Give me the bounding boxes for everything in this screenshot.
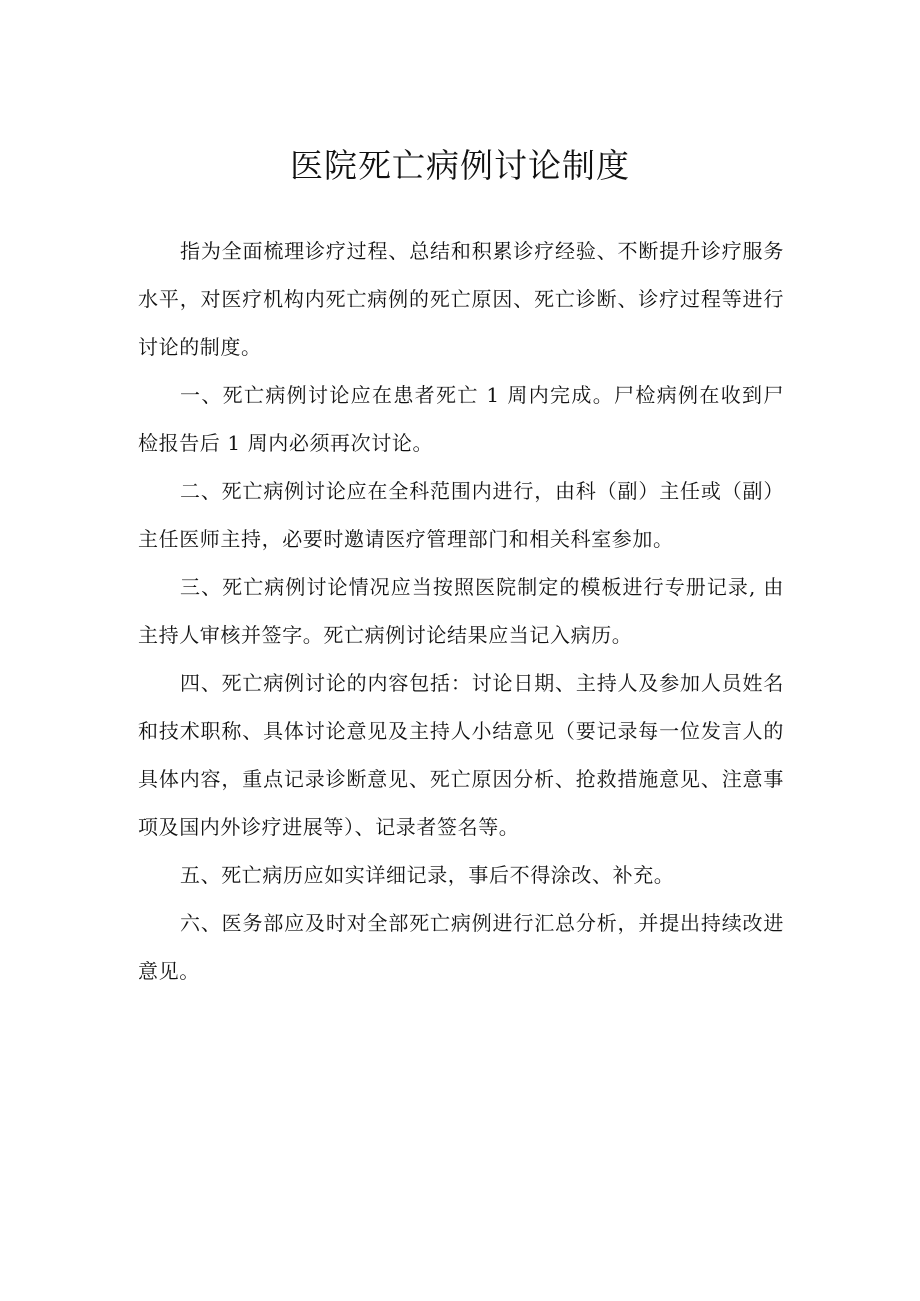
clause-6-paragraph: 六、医务部应及时对全部死亡病例进行汇总分析，并提出持续改进意见。 — [138, 911, 784, 983]
clause-5-paragraph: 五、死亡病历应如实详细记录，事后不得涂改、补充。 — [180, 863, 675, 887]
clause-4-paragraph: 四、死亡病例讨论的内容包括：讨论日期、主持人及参加人员姓名和技术职称、具体讨论意见及主持人小结意见（要记录每一位发言人的具体内容，重点记录诊断意见、死亡原因分析、抢救措施意见、注意事项及国内外诊疗进展等）、记录者签名等。 — [138, 671, 784, 839]
intro-paragraph: 指为全面梳理诊疗过程、总结和积累诊疗经验、不断提升诊疗服务水平，对医疗机构内死亡病例的死亡原因、死亡诊断、诊疗过程等进行讨论的制度。 — [138, 239, 784, 359]
clause-2-paragraph: 二、死亡病例讨论应在全科范围内进行，由科（副）主任或（副）主任医师主持，必要时邀请医疗管理部门和相关科室参加。 — [138, 479, 784, 551]
document-title: 医院死亡病例讨论制度 — [290, 146, 630, 185]
document-body — [138, 227, 784, 995]
clause-1-paragraph: 一、死亡病例讨论应在患者死亡 1 周内完成。尸检病例在收到尸检报告后 1 周内必须再次讨论。 — [138, 383, 784, 455]
clause-3-paragraph: 三、死亡病例讨论情况应当按照医院制定的模板进行专册记录, 由主持人审核并签字。死亡病例讨论结果应当记入病历。 — [138, 575, 784, 647]
